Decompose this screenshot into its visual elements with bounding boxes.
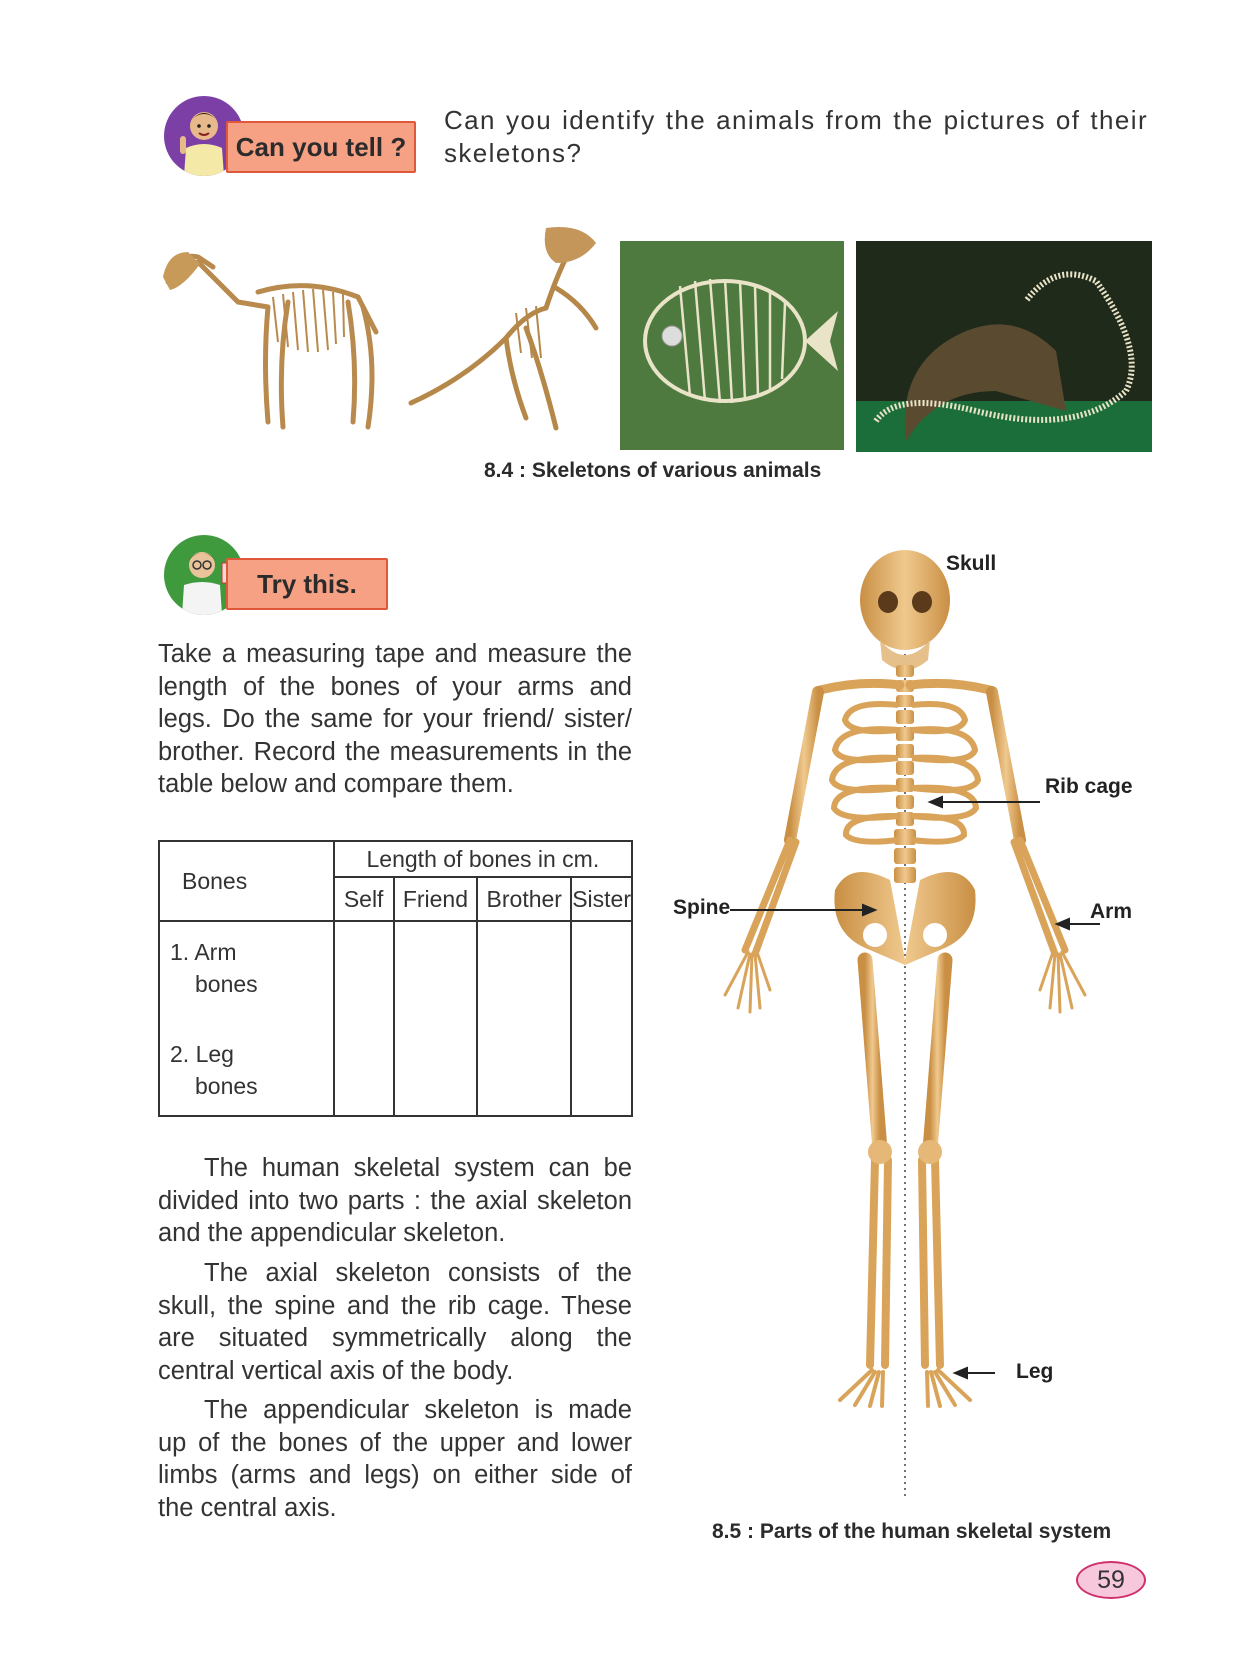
row-label-2: bones (195, 971, 258, 997)
row-label: Leg (195, 1041, 234, 1067)
paragraph-3-text: The appendicular skeleton is made up of the bones of the upper and lower limbs (arms and legs) on either side of the central axis. (158, 1396, 632, 1522)
table-header-col: Sister (571, 877, 632, 921)
row-arm (170, 936, 333, 1000)
can-you-tell-badge: Can you tell ? (226, 121, 416, 173)
table-header-col: Brother (477, 877, 571, 921)
table-row (159, 921, 334, 1116)
fish-skeleton-image (620, 241, 844, 450)
page-number: 59 (1076, 1561, 1146, 1599)
table-header-col: Friend (394, 877, 478, 921)
bone-length-table (158, 840, 633, 1117)
table-cell-sister[interactable] (571, 921, 632, 1116)
horse-skeleton-image (158, 222, 406, 448)
paragraph-2 (158, 1257, 632, 1387)
intro-question: Can you identify the animals from the pictures of their skeletons? (444, 105, 1148, 168)
table-header-length: Length of bones in cm. (334, 841, 632, 877)
table-cell-friend[interactable] (394, 921, 478, 1116)
label-arm: Arm (1090, 900, 1133, 923)
table-cell-brother[interactable] (477, 921, 571, 1116)
paragraph-2-text: The axial skeleton consists of the skull, the spine and the rib cage. These are situated symmetrically along the central vertical axis of the body. (158, 1259, 632, 1385)
table-header-col: Self (334, 877, 394, 921)
table-cell-self[interactable] (334, 921, 394, 1116)
row-num: 1. (170, 939, 190, 965)
human-skeleton-image (660, 540, 1140, 1500)
try-this-badge: Try this. (226, 558, 388, 610)
row-label: Arm (194, 939, 237, 965)
figure-8-5-caption: 8.5 : Parts of the human skeletal system (712, 1520, 1112, 1543)
dinosaur-skeleton-image (406, 218, 616, 440)
snake-skeleton-image (856, 241, 1152, 452)
table-header-bones: Bones (159, 841, 334, 921)
try-this-instructions: Take a measuring tape and measure the length of the bones of your arms and legs. Do the same for your friend/ sister/ brother. Record the measurements in the table below and compare them. (158, 640, 632, 798)
label-rib-cage: Rib cage (1045, 775, 1133, 798)
label-skull: Skull (946, 552, 997, 575)
label-leg: Leg (1016, 1360, 1054, 1383)
row-leg (170, 1038, 333, 1102)
paragraph-1 (158, 1152, 632, 1250)
row-num: 2. (170, 1041, 190, 1067)
row-label-2: bones (195, 1073, 258, 1099)
figure-8-4-caption: 8.4 : Skeletons of various animals (484, 459, 822, 482)
paragraph-1-text: The human skeletal system can be divided into two parts : the axial skeleton and the appendicular skeleton. (158, 1154, 632, 1247)
paragraph-3 (158, 1394, 632, 1524)
label-spine: Spine (673, 896, 731, 919)
